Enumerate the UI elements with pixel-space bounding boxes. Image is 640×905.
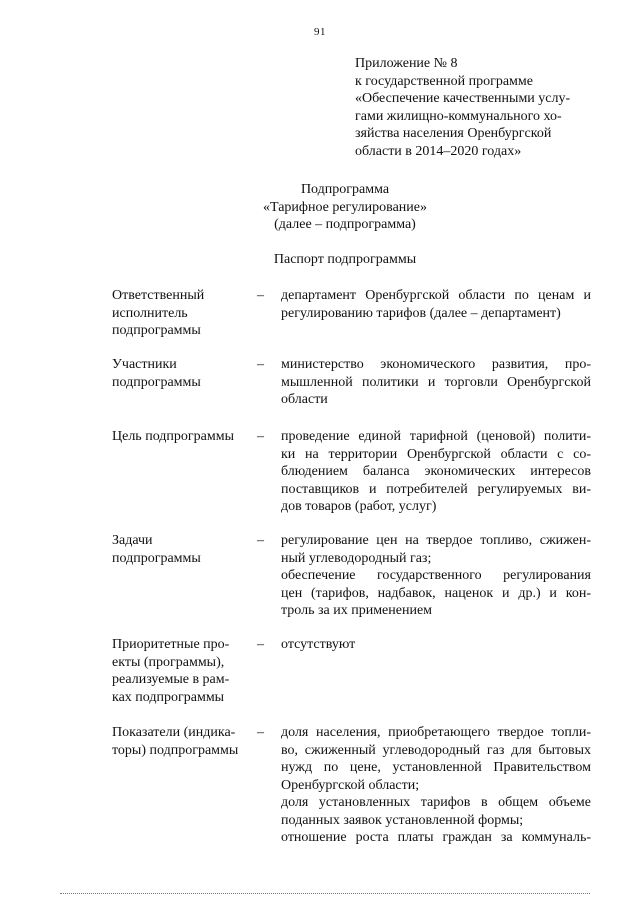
row-label	[112, 724, 252, 759]
appendix-line: «Обеспечение качественными услу-	[355, 91, 571, 106]
row-label-line: ках подпрограммы	[112, 689, 225, 705]
row-label-line: Показатели (индика-	[112, 725, 236, 740]
appendix-line: Приложение № 8	[355, 56, 458, 71]
row-dash: –	[257, 725, 264, 740]
row-dash: –	[257, 533, 264, 548]
row-content	[281, 287, 591, 322]
row-content-line: доля населения, приобретающего твердое топли-	[281, 725, 591, 740]
row-label-line: Участники	[112, 357, 177, 372]
appendix-line: области в 2014–2020 годах»	[355, 143, 522, 159]
row-content-line: ный углеводородный газ;	[281, 550, 432, 566]
row-label	[112, 287, 252, 340]
row-content-line: нужд по цене, установленной Правительством	[281, 760, 591, 775]
row-dash: –	[257, 357, 264, 372]
row-content-line: цен (тарифов, надбавок, наценок и др.) и кон-	[281, 585, 591, 601]
row-content-line: троль за их применением	[281, 603, 433, 618]
row-label-line: исполнитель	[112, 305, 188, 321]
row-content-line: во, сжиженный углеводородный газ для бытовых	[281, 742, 591, 758]
row-content	[281, 724, 591, 847]
row-label-line: Цель подпрограммы	[112, 429, 234, 444]
row-label	[112, 532, 252, 567]
row-content-line: поставщиков и потребителей регулируемых ви-	[281, 481, 591, 497]
row-content-line: министерство экономического развития, про-	[281, 357, 591, 372]
appendix-block	[355, 55, 605, 160]
row-content-line: регулирование цен на твердое топливо, сжижен-	[281, 533, 591, 548]
row-content-line: отсутствуют	[281, 637, 356, 652]
subtitle-line: «Тарифное регулирование»	[262, 199, 427, 215]
row-label	[112, 428, 252, 446]
page-number: 91	[314, 26, 326, 38]
row-content-line: Оренбургской области;	[281, 777, 420, 793]
row-label-line: Приоритетные про-	[112, 637, 230, 652]
row-content-line: проведение единой тарифной (ценовой) полити-	[281, 429, 591, 444]
row-content-line: блюдением баланса экономических интересов	[281, 464, 591, 479]
row-content-line: доля установленных тарифов в общем объеме	[281, 795, 591, 810]
row-dash: –	[257, 429, 264, 444]
row-dash: –	[257, 637, 264, 652]
row-content-line: дов товаров (работ, услуг)	[281, 499, 437, 514]
row-content	[281, 356, 591, 409]
subprogram-title	[220, 181, 470, 234]
row-content-line: ки на территории Оренбургской области с со-	[281, 446, 591, 462]
appendix-line: зяйства населения Оренбургской	[355, 126, 552, 141]
passport-heading: Паспорт подпрограммы	[273, 252, 417, 267]
row-content-line: регулированию тарифов (далее – департамент)	[281, 305, 561, 321]
row-label-line: подпрограммы	[112, 374, 201, 390]
footer-divider	[60, 893, 590, 894]
subtitle-line: Подпрограмма	[300, 182, 390, 197]
row-content-line: мышленной политики и торговли Оренбургской	[281, 374, 591, 390]
appendix-line: гами жилищно-коммунального хо-	[355, 108, 562, 124]
row-label-line: екты (программы),	[112, 654, 225, 670]
row-label-line: Ответственный	[112, 288, 205, 303]
row-label	[112, 636, 252, 706]
row-content-line: области	[281, 392, 328, 407]
row-label-line: торы) подпрограммы	[112, 742, 239, 758]
row-content	[281, 428, 591, 516]
row-content-line: обеспечение государственного регулирования	[281, 568, 591, 583]
row-content-line: поданных заявок установленной формы;	[281, 812, 524, 828]
row-label	[112, 356, 252, 391]
subtitle-line: (далее – подпрограмма)	[274, 217, 416, 232]
appendix-line: к государственной программе	[355, 73, 533, 89]
row-content	[281, 532, 591, 620]
row-content-line: отношение роста платы граждан за коммуналь-	[281, 830, 591, 845]
row-label-line: реализуемые в рам-	[112, 672, 230, 687]
row-dash: –	[257, 288, 264, 303]
row-content	[281, 636, 591, 654]
row-label-line: подпрограммы	[112, 323, 201, 338]
row-label-line: подпрограммы	[112, 550, 201, 566]
row-label-line: Задачи	[112, 533, 153, 548]
row-content-line: департамент Оренбургской области по ценам и	[281, 288, 591, 303]
